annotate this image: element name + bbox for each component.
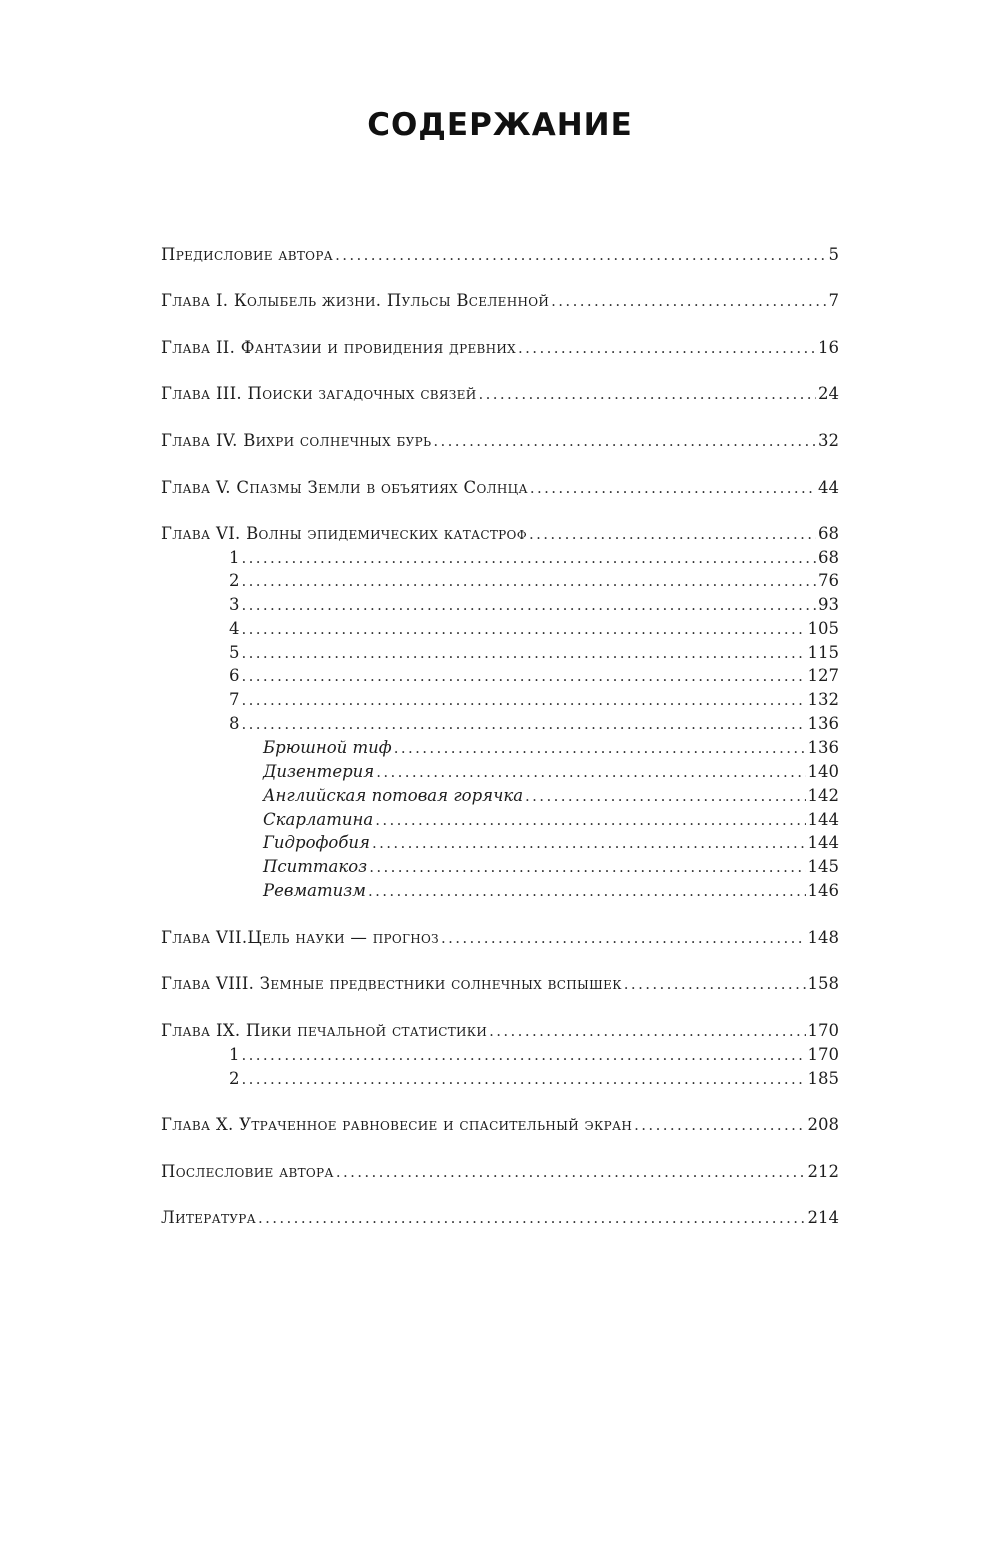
toc-entry-chapter-10 [161, 1113, 839, 1137]
toc-entry-title: Послесловие автора [161, 1162, 334, 1181]
toc-entry-page: 93 [818, 595, 839, 614]
toc-entry-section [161, 1043, 839, 1067]
toc-entry-page: 185 [807, 1069, 839, 1088]
toc-entry-title: 1 [229, 1045, 240, 1064]
toc-entry-section [161, 1067, 839, 1091]
toc-entry-chapter-6 [161, 522, 839, 546]
toc-entry-title: Гидрофобия [263, 833, 370, 852]
toc-entry-page: 32 [818, 431, 839, 450]
dot-leader [551, 289, 826, 313]
toc-entry-title: Глава VI. Волны эпидемических катастроф [161, 524, 527, 543]
toc-entry-title: Глава IV. Вихри солнечных бурь [161, 431, 432, 450]
dot-leader [394, 736, 806, 760]
toc-entry-page: 105 [807, 619, 839, 638]
toc-entry-subsection [161, 760, 839, 784]
dot-leader [335, 243, 826, 267]
toc-entry-title: Брюшной тиф [263, 738, 392, 757]
dot-leader [375, 808, 805, 832]
toc-entry-title: 5 [229, 643, 240, 662]
toc-entry-section [161, 617, 839, 641]
toc-entry-chapter-8 [161, 972, 839, 996]
dot-leader [242, 1043, 806, 1067]
dot-leader [479, 382, 816, 406]
dot-leader [368, 879, 806, 903]
toc-entry-subsection [161, 808, 839, 832]
toc-entry-page: 24 [818, 384, 839, 403]
toc-entry-page: 144 [807, 810, 839, 829]
page-title: СОДЕРЖАНИЕ [367, 106, 633, 143]
toc-entry-title: Глава I. Колыбель жизни. Пульсы Вселенной [161, 291, 550, 310]
toc-entry-page: 68 [818, 524, 839, 543]
toc-entry-page: 142 [807, 786, 839, 805]
toc-entry-page: 140 [807, 762, 839, 781]
toc-entry-title: 2 [229, 571, 240, 590]
toc-entry-section [161, 641, 839, 665]
toc-entry-title: 4 [229, 619, 240, 638]
toc-entry-title: 6 [229, 666, 240, 685]
toc-entry-title: Глава X. Утраченное равновесие и спасительный экран [161, 1115, 633, 1134]
toc-entry-subsection [161, 736, 839, 760]
dot-leader [336, 1160, 806, 1184]
dot-leader [242, 664, 806, 688]
toc-entry-title: Глава II. Фантазии и провидения древних [161, 338, 517, 357]
toc-entry-page: 44 [818, 478, 839, 497]
toc-entry-title: Дизентерия [263, 762, 375, 781]
toc-entry-title: Ревматизм [263, 881, 366, 900]
toc-entry-page: 136 [807, 738, 839, 757]
toc-entry-afterword [161, 1160, 839, 1184]
toc-entry-title: Скарлатина [263, 810, 374, 829]
toc-entry-chapter-7 [161, 926, 839, 950]
dot-leader [242, 641, 806, 665]
toc-entry-subsection [161, 784, 839, 808]
toc-entry-literature [161, 1206, 839, 1230]
toc-entry-title: Английская потовая горячка [263, 786, 524, 805]
dot-leader [242, 1067, 806, 1091]
toc-entry-page: 145 [807, 857, 839, 876]
dot-leader [624, 972, 806, 996]
dot-leader [634, 1113, 805, 1137]
toc-entry-page: 16 [818, 338, 839, 357]
toc-entry-title: 3 [229, 595, 240, 614]
toc-entry-title: Глава VII.Цель науки — прогноз [161, 928, 439, 947]
dot-leader [433, 429, 816, 453]
toc-entry-page: 115 [807, 643, 839, 662]
dot-leader [530, 476, 816, 500]
toc-entry-section [161, 593, 839, 617]
toc-entry-page: 208 [807, 1115, 839, 1134]
toc-entry-title: Пситтакоз [263, 857, 368, 876]
toc-entry-chapter-1 [161, 289, 839, 313]
toc-entry-page: 68 [818, 548, 839, 567]
toc-entry-title: 8 [229, 714, 240, 733]
toc-entry-page: 170 [807, 1045, 839, 1064]
dot-leader [441, 926, 806, 950]
dot-leader [242, 546, 817, 570]
dot-leader [242, 593, 817, 617]
toc-entry-chapter-3 [161, 382, 839, 406]
toc-entry-chapter-5 [161, 476, 839, 500]
dot-leader [242, 569, 817, 593]
toc-entry-title: Глава IX. Пики печальной статистики [161, 1021, 488, 1040]
dot-leader [242, 712, 806, 736]
dot-leader [489, 1019, 805, 1043]
dot-leader [525, 784, 805, 808]
toc-entry-section [161, 664, 839, 688]
toc-entry-preface [161, 243, 839, 267]
toc-entry-title: Предисловие автора [161, 245, 334, 264]
toc-entry-page: 144 [807, 833, 839, 852]
toc-entry-section [161, 546, 839, 570]
toc-entry-page: 214 [807, 1208, 839, 1227]
toc-entry-title: 1 [229, 548, 240, 567]
dot-leader [376, 760, 805, 784]
dot-leader [518, 336, 816, 360]
dot-leader [242, 688, 806, 712]
dot-leader [242, 617, 806, 641]
toc-entry-title: 7 [229, 690, 240, 709]
toc-entry-page: 148 [807, 928, 839, 947]
toc-entry-page: 146 [807, 881, 839, 900]
dot-leader [258, 1206, 806, 1230]
toc-entry-page: 170 [807, 1021, 839, 1040]
dot-leader [529, 522, 816, 546]
toc-entry-chapter-2 [161, 336, 839, 360]
toc-entry-section [161, 712, 839, 736]
toc-entry-page: 136 [807, 714, 839, 733]
dot-leader [369, 855, 805, 879]
toc-entry-section [161, 569, 839, 593]
toc-entry-title: Глава V. Спазмы Земли в объятиях Солнца [161, 478, 528, 497]
toc-entry-page: 5 [828, 245, 839, 264]
toc-entry-subsection [161, 855, 839, 879]
toc-entry-chapter-4 [161, 429, 839, 453]
dot-leader [372, 831, 806, 855]
toc-entry-page: 127 [807, 666, 839, 685]
toc-entry-page: 158 [807, 974, 839, 993]
toc-entry-title: Глава VIII. Земные предвестники солнечных вспышек [161, 974, 622, 993]
toc-entry-title: 2 [229, 1069, 240, 1088]
toc-entry-title: Литература [161, 1208, 256, 1227]
toc-entry-page: 76 [818, 571, 839, 590]
toc-entry-page: 132 [807, 690, 839, 709]
toc-entry-subsection [161, 879, 839, 903]
toc-entry-page: 212 [807, 1162, 839, 1181]
toc-entry-subsection [161, 831, 839, 855]
toc-entry-page: 7 [828, 291, 839, 310]
toc-entry-chapter-9 [161, 1019, 839, 1043]
toc-entry-title: Глава III. Поиски загадочных связей [161, 384, 477, 403]
toc-entry-section [161, 688, 839, 712]
